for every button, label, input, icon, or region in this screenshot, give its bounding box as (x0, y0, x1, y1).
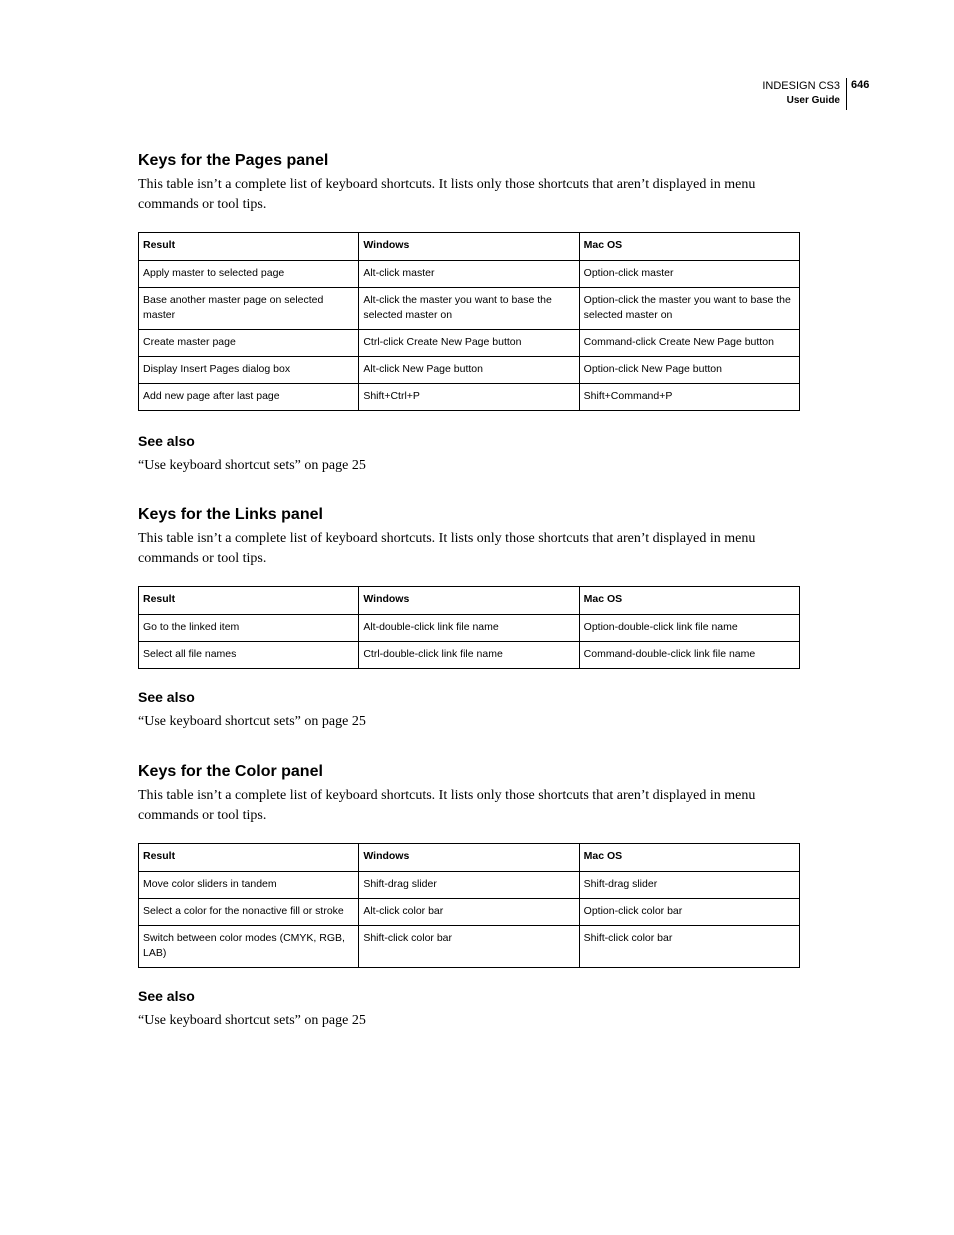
table-cell: Switch between color modes (CMYK, RGB, LAB) (139, 926, 359, 968)
table-cell: Command-double-click link file name (579, 642, 799, 669)
see-also-links (138, 688, 800, 732)
section-links-panel (138, 505, 800, 669)
table-cell: Shift+Command+P (579, 384, 799, 411)
table-cell: Alt-click color bar (359, 899, 579, 926)
shortcut-table (138, 586, 800, 669)
table-row (139, 872, 800, 899)
table-row (139, 357, 800, 384)
column-header: Windows (359, 844, 579, 872)
section-intro: This table isn’t a complete list of keyboard shortcuts. It lists only those shortcuts that aren’t displayed in menu commands or tool tips. (138, 531, 756, 566)
table-cell: Shift+Ctrl+P (359, 384, 579, 411)
column-header: Windows (359, 233, 579, 261)
section-intro: This table isn’t a complete list of keyboard shortcuts. It lists only those shortcuts that aren’t displayed in menu commands or tool tips. (138, 177, 756, 212)
table-row (139, 926, 800, 968)
guide-name: User Guide (786, 95, 840, 106)
see-also-link[interactable]: “Use keyboard shortcut sets” on page 25 (138, 458, 366, 473)
table-row (139, 899, 800, 926)
table-cell: Shift-click color bar (359, 926, 579, 968)
table-cell: Create master page (139, 330, 359, 357)
table-row (139, 330, 800, 357)
table-cell: Option-double-click link file name (579, 615, 799, 642)
column-header: Result (139, 844, 359, 872)
table-cell: Option-click the master you want to base the selected master on (579, 288, 799, 330)
table-cell: Alt-double-click link file name (359, 615, 579, 642)
column-header: Mac OS (579, 587, 799, 615)
table-row (139, 615, 800, 642)
table-cell: Select a color for the nonactive fill or stroke (139, 899, 359, 926)
section-title: Keys for the Pages panel (138, 152, 329, 169)
see-also-pages (138, 432, 800, 476)
column-header: Mac OS (579, 844, 799, 872)
table-cell: Option-click master (579, 261, 799, 288)
table-cell: Shift-drag slider (579, 872, 799, 899)
table-cell: Alt-click master (359, 261, 579, 288)
running-header (762, 78, 847, 110)
table-cell: Ctrl-double-click link file name (359, 642, 579, 669)
table-cell: Apply master to selected page (139, 261, 359, 288)
see-also-color (138, 987, 800, 1031)
table-cell: Alt-click New Page button (359, 357, 579, 384)
table-cell: Add new page after last page (139, 384, 359, 411)
table-row (139, 384, 800, 411)
table-cell: Option-click color bar (579, 899, 799, 926)
table-row (139, 261, 800, 288)
section-color-panel (138, 762, 800, 968)
product-name: INDESIGN CS3 (762, 80, 840, 92)
table-header-row (139, 587, 800, 615)
table-cell: Option-click New Page button (579, 357, 799, 384)
table-cell: Shift-click color bar (579, 926, 799, 968)
see-also-heading: See also (138, 689, 195, 705)
table-cell: Select all file names (139, 642, 359, 669)
section-pages-panel (138, 151, 800, 411)
shortcut-table (138, 843, 800, 968)
table-header-row (139, 844, 800, 872)
table-cell: Shift-drag slider (359, 872, 579, 899)
table-header-row (139, 233, 800, 261)
table-cell: Command-click Create New Page button (579, 330, 799, 357)
table-cell: Go to the linked item (139, 615, 359, 642)
table-row (139, 642, 800, 669)
see-also-link[interactable]: “Use keyboard shortcut sets” on page 25 (138, 1013, 366, 1028)
table-cell: Display Insert Pages dialog box (139, 357, 359, 384)
table-row (139, 288, 800, 330)
section-intro: This table isn’t a complete list of keyboard shortcuts. It lists only those shortcuts that aren’t displayed in menu commands or tool tips. (138, 788, 756, 823)
see-also-link[interactable]: “Use keyboard shortcut sets” on page 25 (138, 714, 366, 729)
table-cell: Alt-click the master you want to base the selected master on (359, 288, 579, 330)
see-also-heading: See also (138, 988, 195, 1004)
table-cell: Move color sliders in tandem (139, 872, 359, 899)
column-header: Result (139, 233, 359, 261)
see-also-heading: See also (138, 433, 195, 449)
column-header: Windows (359, 587, 579, 615)
section-title: Keys for the Links panel (138, 506, 323, 523)
table-cell: Base another master page on selected master (139, 288, 359, 330)
column-header: Result (139, 587, 359, 615)
section-title: Keys for the Color panel (138, 763, 323, 780)
column-header: Mac OS (579, 233, 799, 261)
page-number: 646 (851, 79, 870, 91)
table-cell: Ctrl-click Create New Page button (359, 330, 579, 357)
shortcut-table (138, 232, 800, 411)
